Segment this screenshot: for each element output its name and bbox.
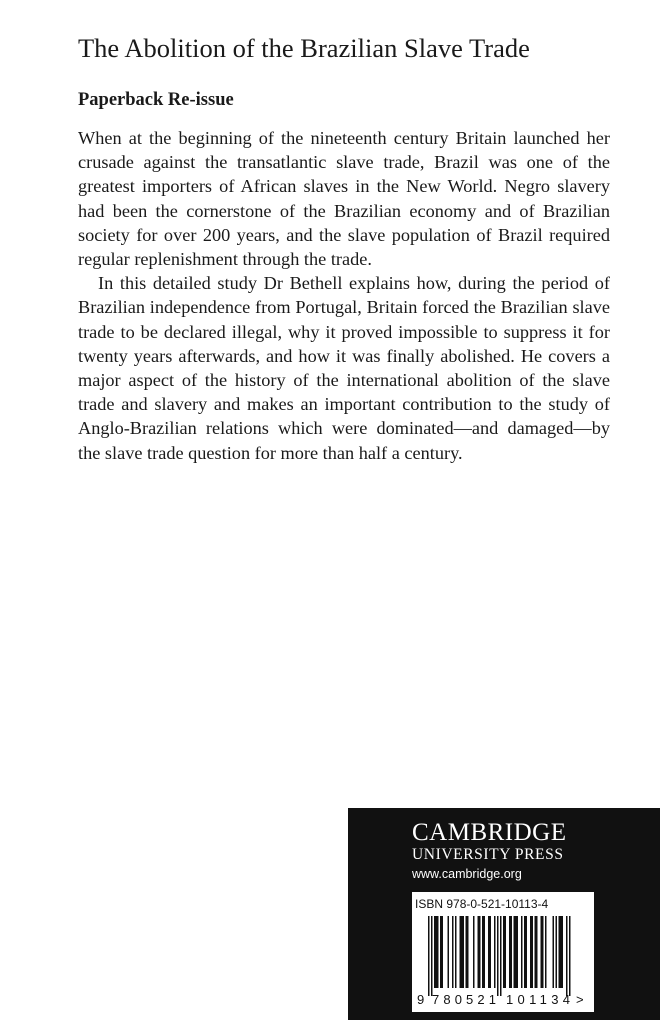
description-paragraph: When at the beginning of the nineteenth century Britain launched her crusade against the transatlantic slave trade, Brazil was one of the greatest importers of African slaves in the New World. Negro slavery had been the cornerstone of the Brazilian economy and of Brazilian society for over 200 years, and the slave population of Brazil required regular replenishment through the trade.	[78, 128, 610, 270]
barcode-bar	[479, 916, 481, 988]
barcode-bar	[497, 916, 499, 996]
barcode-bar	[482, 916, 484, 988]
barcode-bar	[436, 916, 438, 988]
barcode-bar	[503, 916, 505, 988]
barcode-bar	[434, 916, 436, 988]
barcode-bar	[455, 916, 457, 988]
barcode-digits-left: 780521	[432, 992, 496, 1007]
barcode-bar	[526, 916, 528, 988]
barcode-bar	[562, 916, 564, 988]
barcode-bar	[553, 916, 555, 988]
barcode-bar	[463, 916, 465, 988]
publisher-name: CAMBRIDGE	[412, 819, 567, 846]
publisher-subname: UNIVERSITY PRESS	[412, 846, 564, 863]
publisher-url: www.cambridge.org	[412, 867, 522, 881]
barcode-bar	[484, 916, 486, 988]
barcode-bar	[505, 916, 507, 988]
barcode-bar	[431, 916, 433, 996]
barcode-end-mark: >	[576, 992, 584, 1007]
barcode-bar	[440, 916, 442, 988]
barcode-bar	[530, 916, 532, 988]
barcode-bar	[460, 916, 462, 988]
book-description	[78, 126, 610, 465]
barcode-bar	[535, 916, 537, 988]
barcode-bar	[560, 916, 562, 988]
barcode-bar	[521, 916, 523, 988]
barcode-bar	[428, 916, 430, 996]
barcode-bar	[494, 916, 496, 988]
barcode-bar	[500, 916, 502, 996]
barcode-bar	[556, 916, 558, 988]
barcode-bar	[566, 916, 568, 996]
barcode-bar	[461, 916, 463, 988]
isbn-number: ISBN 978-0-521-10113-4	[415, 897, 549, 911]
barcode-bar	[545, 916, 547, 988]
barcode-bar	[466, 916, 468, 988]
edition-subtitle: Paperback Re-issue	[78, 90, 234, 110]
barcode-graphic	[416, 916, 592, 1008]
book-title: The Abolition of the Brazilian Slave Trade	[78, 33, 530, 63]
barcode-bar	[442, 916, 444, 988]
barcode-bar	[542, 916, 544, 988]
barcode-bars	[428, 916, 571, 996]
barcode-digit-first: 9	[417, 992, 425, 1007]
barcode-bar	[448, 916, 450, 988]
barcode-bar	[488, 916, 490, 988]
barcode-bar	[524, 916, 526, 988]
barcode-bar	[541, 916, 543, 988]
barcode-bar	[532, 916, 534, 988]
barcode-bar	[437, 916, 439, 988]
barcode-bar	[511, 916, 513, 988]
isbn-barcode-label	[412, 892, 594, 1012]
barcode-bar	[569, 916, 571, 996]
description-paragraph: In this detailed study Dr Bethell explains how, during the period of Brazilian independence from Portugal, Britain forced the Brazilian slave trade to be declared illegal, why it proved impossible to suppress it for twenty years afterwards, and how it was finally abolished. He covers a major aspect of the history of the international abolition of the slave trade and slavery and makes an important contribution to the study of Anglo-Brazilian relations which were dominated—and damaged—by the slave trade question for more than half a century.	[78, 273, 610, 463]
barcode-digits-right: 101134	[506, 992, 570, 1007]
barcode-bar	[559, 916, 561, 988]
barcode-bar	[515, 916, 517, 988]
publisher-panel	[348, 808, 660, 1020]
barcode-bar	[536, 916, 538, 988]
barcode-bar	[490, 916, 492, 988]
barcode-bar	[514, 916, 516, 988]
barcode-bar	[478, 916, 480, 988]
barcode-bar	[517, 916, 519, 988]
barcode-bar	[509, 916, 511, 988]
barcode-bar	[473, 916, 475, 988]
barcode-bar	[467, 916, 469, 988]
barcode-bar	[452, 916, 454, 988]
